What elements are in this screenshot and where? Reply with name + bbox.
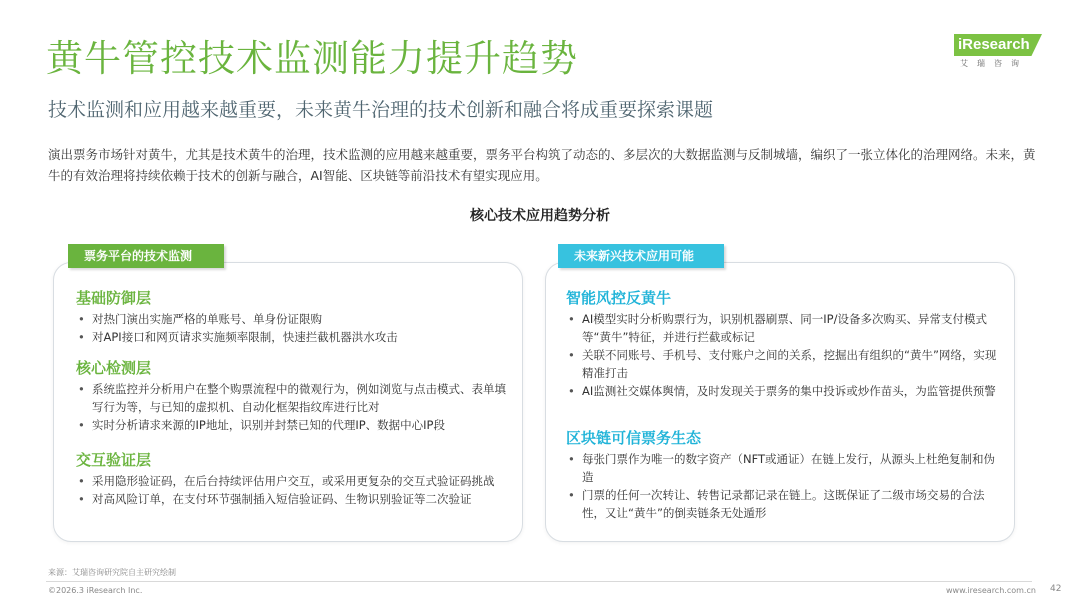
source-note: 来源：艾瑞咨询研究院自主研究绘制 — [48, 568, 176, 577]
list-item: • 系统监控并分析用户在整个购票流程中的微观行为，例如浏览与点击模式、表单填写行为等，与已知的虚拟机、自动化框架指纹库进行比对 — [76, 380, 506, 416]
logo-wordmark: iResearch — [958, 36, 1030, 53]
left-block-core-detection — [76, 358, 506, 434]
page-title: 黄牛管控技术监测能力提升趋势 — [46, 37, 578, 80]
section-heading: 核心技术应用趋势分析 — [470, 208, 610, 224]
list-item: • 每张门票作为唯一的数字资产（NFT或通证）在链上发行，从源头上杜绝复制和伪造 — [566, 450, 998, 486]
block-heading: 基础防御层 — [76, 289, 152, 307]
iresearch-logo — [954, 34, 1050, 74]
bullet-list — [566, 310, 998, 400]
footer-divider — [46, 581, 1032, 582]
list-item: • AI模型实时分析购票行为，识别机器刷票、同一IP/设备多次购买、异常支付模式等“黄牛”特征，并进行拦截或标记 — [566, 310, 998, 346]
logo-chinese-name: 艾瑞咨询 — [960, 59, 1028, 68]
list-item: • 对热门演出实施严格的单账号、单身份证限购 — [76, 310, 506, 328]
bullet-list — [76, 310, 506, 346]
list-item: • AI监测社交媒体舆情，及时发现关于票务的集中投诉或炒作苗头，为监管提供预警 — [566, 382, 998, 400]
bullet-list — [76, 380, 506, 434]
left-block-interactive-verification — [76, 450, 506, 508]
page-number: 42 — [1050, 584, 1062, 594]
block-heading: 智能风控反黄牛 — [566, 289, 672, 307]
right-panel-tag: 未来新兴技术应用可能 — [558, 244, 724, 268]
copyright: ©2026.3 iResearch Inc. — [48, 586, 143, 595]
left-panel-tag: 票务平台的技术监测 — [68, 244, 224, 268]
left-block-basic-defense — [76, 288, 506, 346]
list-item: • 关联不同账号、手机号、支付账户之间的关系，挖掘出有组织的“黄牛”网络，实现精准打击 — [566, 346, 998, 382]
website-link[interactable]: www.iresearch.com.cn — [946, 586, 1036, 595]
block-heading: 交互验证层 — [76, 451, 152, 469]
list-item: • 对API接口和网页请求实施频率限制，快速拦截机器洪水攻击 — [76, 328, 506, 346]
list-item: • 门票的任何一次转让、转售记录都记录在链上。这既保证了二级市场交易的合法性，又让“黄牛”的倒卖链条无处遁形 — [566, 486, 998, 522]
bullet-list — [566, 450, 998, 522]
block-heading: 核心检测层 — [76, 359, 152, 377]
right-block-ai-risk-control — [566, 288, 998, 400]
page-subtitle: 技术监测和应用越来越重要，未来黄牛治理的技术创新和融合将成重要探索课题 — [48, 99, 714, 121]
list-item: • 实时分析请求来源的IP地址，识别并封禁已知的代理IP、数据中心IP段 — [76, 416, 506, 434]
block-heading: 区块链可信票务生态 — [566, 429, 702, 447]
intro-paragraph: 演出票务市场针对黄牛，尤其是技术黄牛的治理，技术监测的应用越来越重要，票务平台构筑了动态的、多层次的大数据监测与反制城墙，编织了一张立体化的治理网络。未来，黄牛的有效治理将持续依赖于技术的创新与融合，AI智能、区块链等前沿技术有望实现应用。 — [48, 147, 1036, 183]
list-item: • 对高风险订单，在支付环节强制插入短信验证码、生物识别验证等二次验证 — [76, 490, 506, 508]
list-item: • 采用隐形验证码，在后台持续评估用户交互，或采用更复杂的交互式验证码挑战 — [76, 472, 506, 490]
bullet-list — [76, 472, 506, 508]
right-block-blockchain-ticketing — [566, 428, 998, 522]
